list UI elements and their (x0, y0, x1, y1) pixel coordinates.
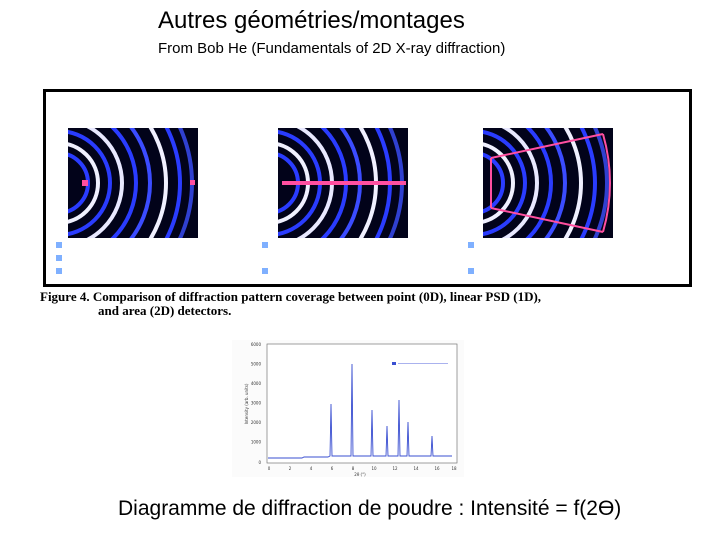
bullet-square-icon (56, 242, 62, 248)
detector-comparison-figure (43, 89, 692, 287)
panel-title-line2: detector (113, 108, 169, 121)
bullet-square-icon (262, 268, 268, 274)
slide-subtitle: From Bob He (Fundamentals of 2D X-ray diffraction) (158, 40, 506, 57)
bullet-item: measured simultaneously (484, 252, 620, 264)
panel-title-line1: 2D detector (524, 96, 602, 109)
panel-psd (252, 92, 458, 284)
x-tick-label: 10 (371, 466, 377, 471)
y-tick-label: 5000 (250, 361, 261, 367)
panel-title-line1: scintillation (102, 96, 180, 109)
bullet-item: small spot measured (56, 239, 256, 252)
y-tick-label: 4000 (250, 381, 261, 386)
slide-title: Autres géométries/montages (158, 7, 465, 34)
panel-title-line1: PSD (334, 96, 360, 109)
x-axis-label: 2θ (°) (354, 472, 366, 477)
diffraction-rings-image (278, 128, 408, 238)
bullet-item: scan necessary (56, 252, 256, 265)
bullet-item: simultaneously (278, 252, 358, 264)
panel-title (292, 97, 402, 109)
panel-bullets (56, 239, 256, 278)
diffraction-rings-image (68, 128, 198, 238)
bullet-item: very short measuring times (468, 265, 668, 278)
bullet-item: large 2θ range measured (262, 239, 462, 252)
panel-title (86, 97, 196, 121)
diffraction-rings-image (483, 128, 613, 238)
y-tick-label: 3000 (250, 400, 261, 406)
panel-2d-detector (458, 92, 664, 284)
bullet-square-icon (56, 268, 62, 274)
y-axis-label: Intensity (arb. units) (244, 383, 249, 425)
bullet-item: large 2θ and χ range (468, 239, 668, 252)
x-tick-label: 0 (267, 466, 271, 471)
figure-caption (40, 290, 700, 318)
bottom-caption: Diagramme de diffraction de poudre : Intensité = f(2ϴ) (118, 497, 622, 520)
x-tick-label: 18 (451, 466, 457, 471)
bullet-square-icon (468, 268, 474, 274)
x-tick-label: 6 (330, 466, 334, 471)
y-tick-label: 2000 (250, 420, 261, 425)
panel-scintillation (46, 92, 252, 284)
y-tick-label: 1000 (250, 439, 261, 445)
caption-line2: and area (2D) detectors. (98, 303, 232, 318)
caption-line1: Figure 4. Comparison of diffraction pattern coverage between point (0D), linear PSD (1D), (40, 289, 542, 304)
panel-bullets (262, 239, 462, 278)
powder-diffraction-plot (232, 340, 464, 477)
x-tick-label: 2 (288, 466, 292, 471)
x-tick-label: 14 (413, 466, 419, 471)
x-tick-label: 12 (392, 466, 398, 471)
panel-title (498, 97, 628, 109)
x-tick-label: 8 (351, 466, 355, 471)
bullet-square-icon (468, 242, 474, 248)
bullet-item: medium measuring time (262, 265, 462, 278)
y-tick-label: 0 (258, 460, 261, 465)
y-tick-label: 6000 (250, 342, 261, 347)
panel-bullets (468, 239, 668, 278)
x-tick-label: 16 (434, 466, 440, 471)
bullet-item: long measuring time (56, 265, 256, 278)
bullet-square-icon (262, 242, 268, 248)
x-tick-label: 4 (309, 466, 313, 471)
bullet-square-icon (56, 255, 62, 261)
